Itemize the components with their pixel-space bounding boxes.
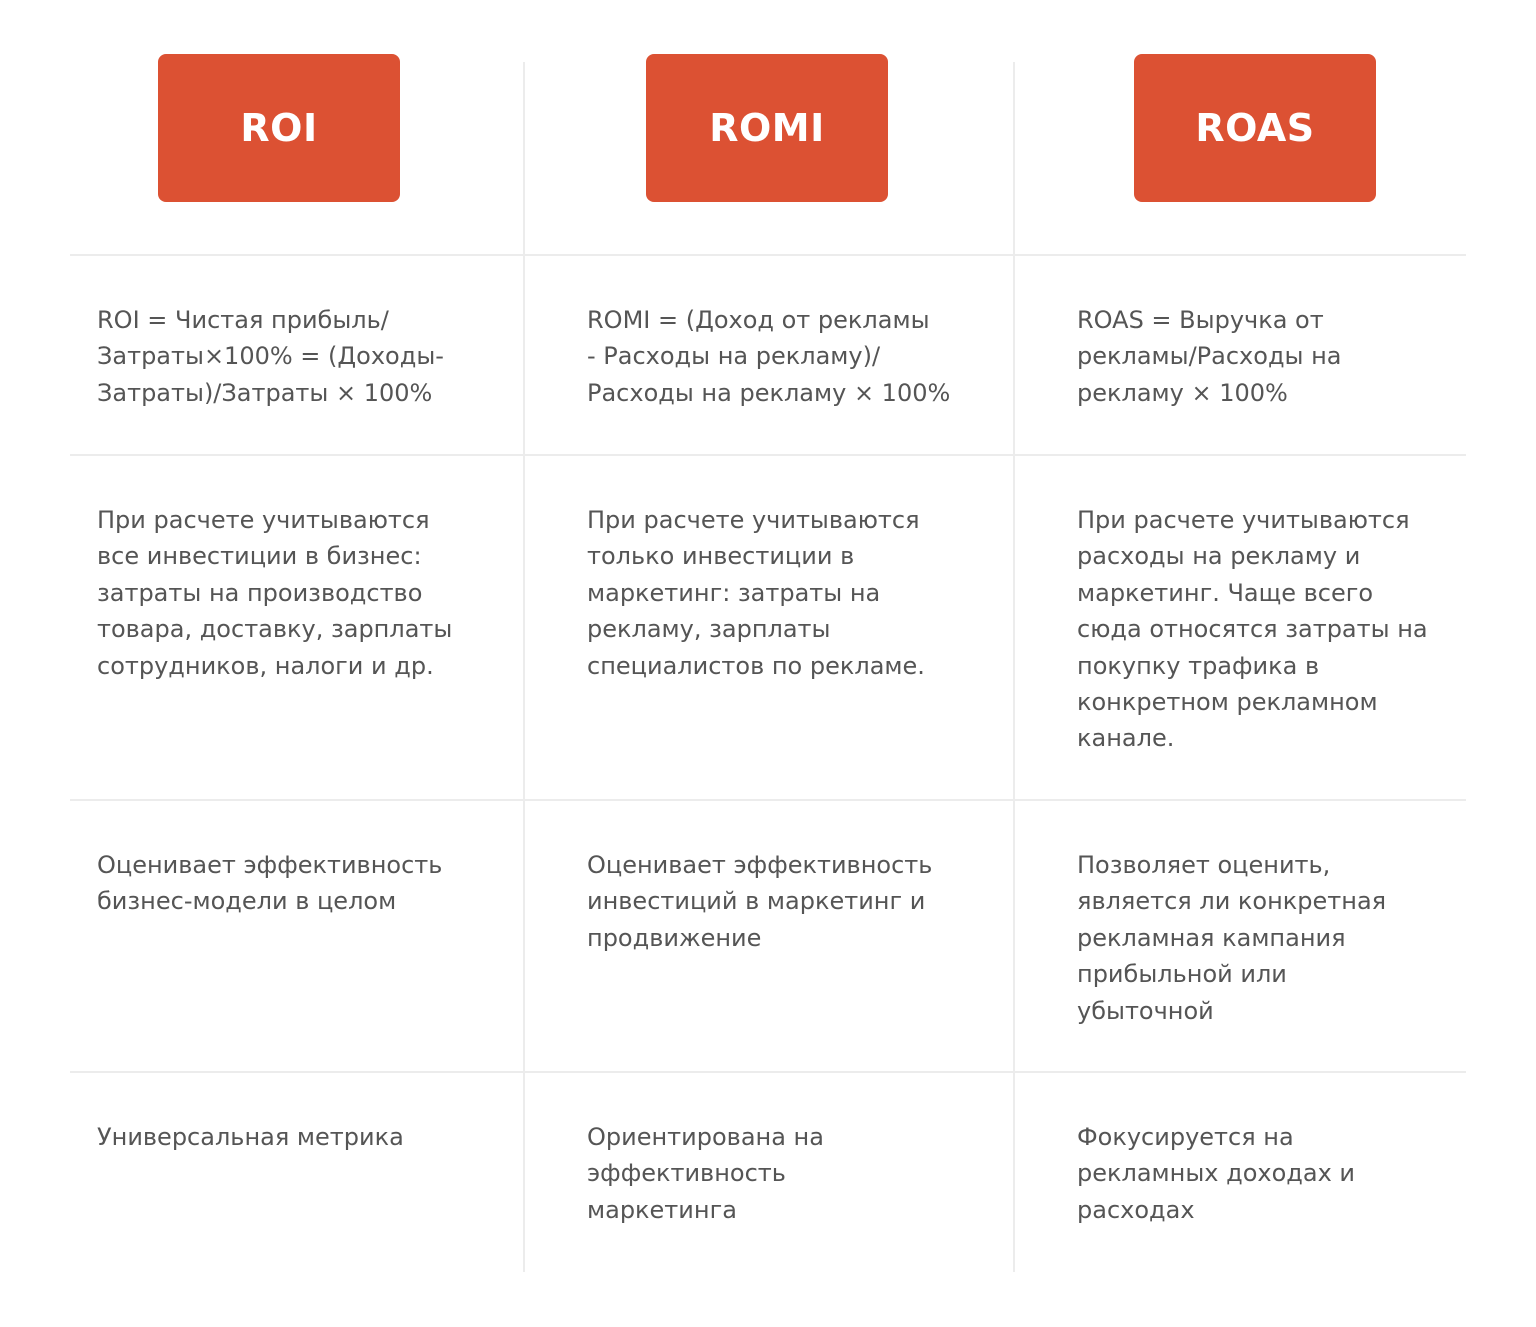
purpose-roi: Оценивает эффективность бизнес-модели в целом: [97, 851, 443, 916]
row-divider: [70, 254, 1466, 256]
header-badge-romi: ROMI: [646, 54, 888, 202]
purpose-roas: Позволяет оценить, является ли конкретная рекламная кампания прибыльной или убыточной: [1077, 851, 1387, 1025]
focus-romi: Ориентирована на эффективность маркетинга: [587, 1123, 824, 1224]
header-badge-roi: ROI: [158, 54, 400, 202]
focus-roas: Фокусируется на рекламных доходах и расходах: [1077, 1123, 1356, 1224]
column-divider: [1013, 62, 1015, 1272]
row-divider: [70, 799, 1466, 801]
header-badge-roas: ROAS: [1134, 54, 1376, 202]
scope-romi: При расчете учитываются только инвестиции в маркетинг: затраты на рекламу, зарплаты специалистов по рекламе.: [587, 506, 925, 680]
purpose-romi: Оценивает эффективность инвестиций в маркетинг и продвижение: [587, 851, 933, 952]
formula-roi: ROI = Чистая прибыль/ Затраты×100% = (Доходы- Затраты)/Затраты × 100%: [97, 306, 444, 407]
formula-roas: ROAS = Выручка от рекламы/Расходы на рекламу × 100%: [1077, 306, 1342, 407]
scope-roi: При расчете учитываются все инвестиции в бизнес: затраты на производство товара, доставку, зарплаты сотрудников, налоги и др.: [97, 506, 453, 680]
row-divider: [70, 1071, 1466, 1073]
focus-roi: Универсальная метрика: [97, 1123, 404, 1151]
scope-roas: При расчете учитываются расходы на рекламу и маркетинг. Чаще всего сюда относятся затраты на покупку трафика в конкретном рекламном канале.: [1077, 506, 1428, 753]
row-divider: [70, 454, 1466, 456]
column-divider: [523, 62, 525, 1272]
formula-romi: ROMI = (Доход от рекламы - Расходы на рекламу)/ Расходы на рекламу × 100%: [587, 306, 951, 407]
